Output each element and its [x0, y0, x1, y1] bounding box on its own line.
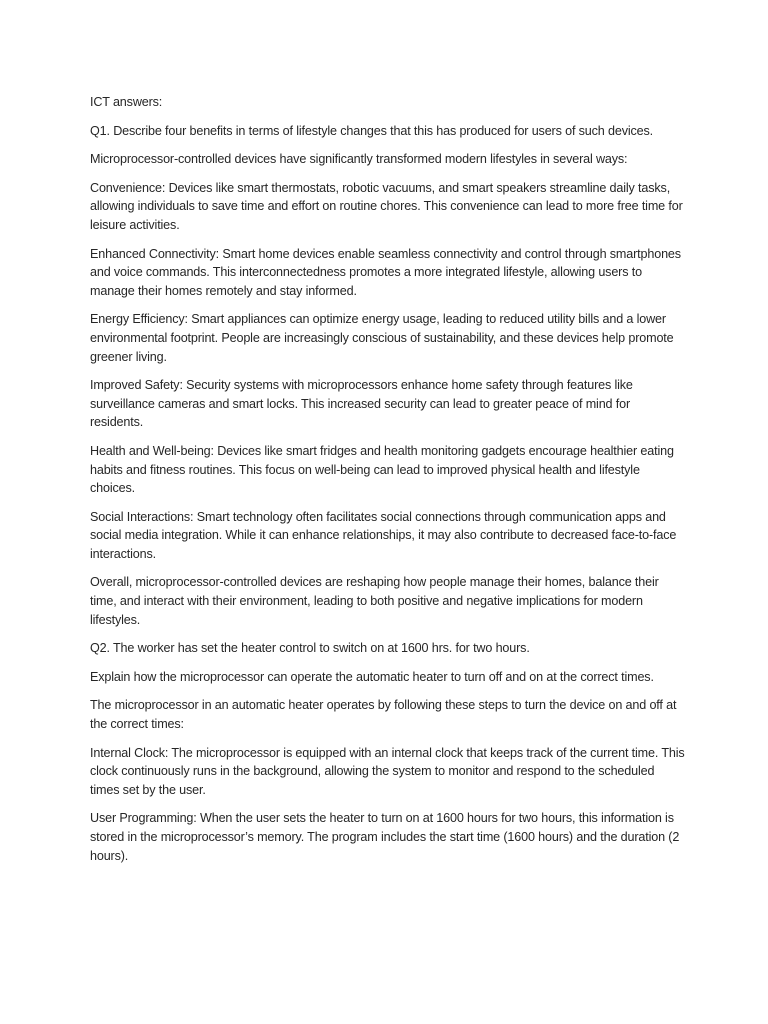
document-body: [90, 93, 686, 875]
question-2-prompt: Explain how the microprocessor can operate the automatic heater to turn off and on at the correct times.: [90, 669, 654, 684]
answer-1-convenience: Convenience: Devices like smart thermostats, robotic vacuums, and smart speakers streamline daily tasks, allowing individuals to save time and effort on routine chores. This convenience can lead to more free time for leisure activities.: [90, 180, 683, 232]
answer-2-internal-clock: Internal Clock: The microprocessor is equipped with an internal clock that keeps track of the current time. This clock continuously runs in the background, allowing the system to monitor and respond to the scheduled times set by the user.: [90, 745, 685, 797]
answer-1-conclusion: Overall, microprocessor-controlled devices are reshaping how people manage their homes, balance their time, and interact with their environment, leading to both positive and negative implications for modern lifestyles.: [90, 575, 659, 627]
answer-2-user-programming: User Programming: When the user sets the heater to turn on at 1600 hours for two hours, this information is stored in the microprocessor’s memory. The program includes the start time (1600 hours) and the duration (2 hours).: [90, 811, 680, 863]
question-2: Q2. The worker has set the heater control to switch on at 1600 hrs. for two hours.: [90, 641, 530, 656]
answer-1-energy-efficiency: Energy Efficiency: Smart appliances can optimize energy usage, leading to reduced utility bills and a lower environmental footprint. People are increasingly conscious of sustainability, and these devices help promote greener living.: [90, 312, 674, 364]
document-heading: ICT answers:: [90, 95, 163, 109]
answer-1-connectivity: Enhanced Connectivity: Smart home devices enable seamless connectivity and control through smartphones and voice commands. This interconnectedness promotes a more integrated lifestyle, allowing users to manage their homes remotely and stay informed.: [90, 246, 681, 298]
answer-1-intro: Microprocessor-controlled devices have significantly transformed modern lifestyles in several ways:: [90, 152, 628, 167]
answer-1-social: Social Interactions: Smart technology often facilitates social connections through communication apps and social media integration. While it can enhance relationships, it may also contribute to decreased face-to-face interactions.: [90, 509, 677, 561]
answer-1-health: Health and Well-being: Devices like smart fridges and health monitoring gadgets encourage healthier eating habits and fitness routines. This focus on well-being can lead to improved physical health and lifestyle choices.: [90, 443, 674, 496]
answer-1-safety: Improved Safety: Security systems with microprocessors enhance home safety through features like surveillance cameras and smart locks. This increased security can lead to greater peace of mind for residents.: [90, 378, 633, 430]
question-1: Q1. Describe four benefits in terms of lifestyle changes that this has produced for users of such devices.: [90, 123, 654, 138]
answer-2-intro: The microprocessor in an automatic heater operates by following these steps to turn the device on and off at the correct times:: [90, 698, 677, 732]
